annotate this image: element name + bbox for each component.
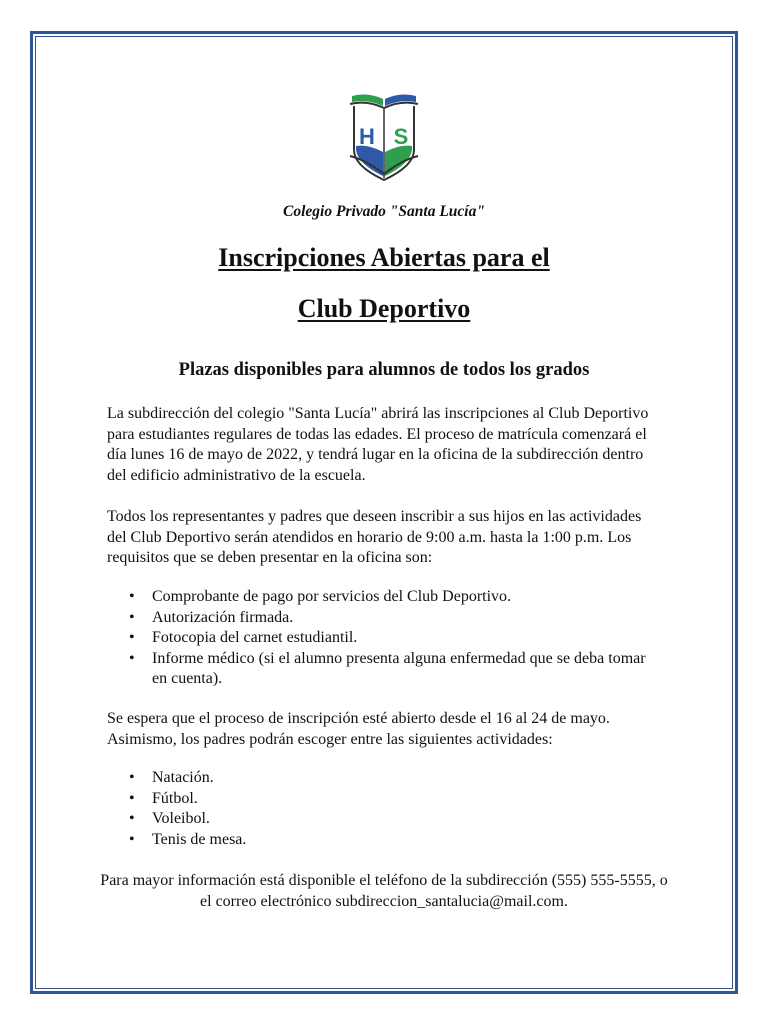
paragraph-requirements-intro: Todos los representantes y padres que deseen inscribir a sus hijos en las actividades del Club Deportivo serán atendidos en horario de 9:00 a.m. hasta la 1:00 p.m. Los requisitos que se deben presentar en la oficina son: xyxy=(107,508,642,566)
bullet-icon: • xyxy=(129,588,135,605)
list-item: • Informe médico (si el alumno presenta alguna enfermedad que se deba tomar en cuenta). xyxy=(129,649,646,687)
bullet-icon: • xyxy=(129,830,135,848)
list-item: • Natación. xyxy=(107,768,663,789)
page-title-line1: Inscripciones Abiertas para el xyxy=(218,243,550,272)
list-item: • Fútbol. xyxy=(107,789,663,810)
list-item: • Autorización firmada. xyxy=(107,608,663,629)
paragraph-intro: La subdirección del colegio "Santa Lucía" abrirá las inscripciones al Club Deportivo para estudiantes regulares de todas las edades. El proceso de matrícula comenzará el día lunes 16 de mayo de 2022, y tendrá lugar en la oficina de la subdirección dentro del edificio administrativo de la escuela. xyxy=(107,405,649,484)
logo-letter-h: H xyxy=(359,124,375,149)
list-item: • Tenis de mesa. xyxy=(107,830,663,851)
logo-letter-s: S xyxy=(393,124,409,149)
list-item: • Voleibol. xyxy=(107,809,663,830)
list-item: • Fotocopia del carnet estudiantil. xyxy=(107,628,663,649)
school-name: Colegio Privado "Santa Lucía" xyxy=(283,203,485,220)
school-crest-logo xyxy=(346,90,422,184)
activities-list xyxy=(107,768,663,850)
bullet-icon: • xyxy=(129,810,135,827)
bullet-icon: • xyxy=(129,789,135,807)
bullet-icon: • xyxy=(129,649,135,667)
bullet-icon: • xyxy=(129,629,135,646)
list-item: • Comprobante de pago por servicios del Club Deportivo. xyxy=(107,587,663,608)
requirements-list xyxy=(107,587,663,690)
page-title-line2: Club Deportivo xyxy=(297,294,471,323)
bullet-icon: • xyxy=(129,608,135,626)
paragraph-activities-intro: Se espera que el proceso de inscripción esté abierto desde el 16 al 24 de mayo. Asimismo, los padres podrán escoger entre las siguientes actividades: xyxy=(107,710,610,748)
contact-info: Para mayor información está disponible el teléfono de la subdirección (555) 555-5555, o el correo electrónico subdireccion_santalucia@mail.com. xyxy=(100,872,668,910)
subtitle: Plazas disponibles para alumnos de todos los grados xyxy=(178,360,590,380)
bullet-icon: • xyxy=(129,769,135,786)
